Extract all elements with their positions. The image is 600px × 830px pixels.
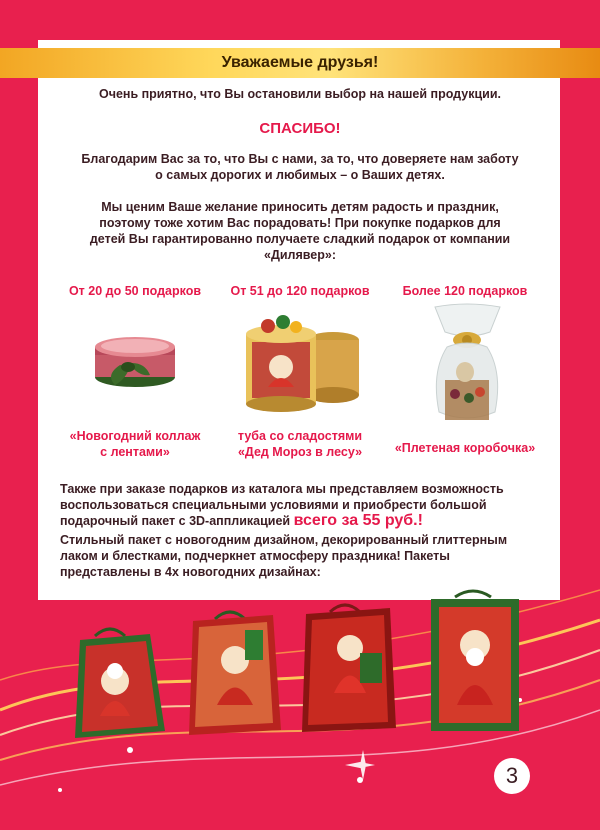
offer-intro-line-1: Мы ценим Ваше желание приносить детям радость и праздник, — [101, 200, 499, 214]
gratitude-line-1: Благодарим Вас за то, что Вы с нами, за то, что доверяете нам заботу — [81, 152, 519, 166]
candy-tube-image — [238, 312, 368, 417]
round-gift-box-image — [90, 325, 180, 395]
page-number: 3 — [494, 758, 530, 794]
thanks-heading: СПАСИБО! — [259, 120, 341, 137]
woven-basket-image — [425, 302, 510, 427]
gift-bag-design-2 — [185, 605, 285, 740]
page-title: Уважаемые друзья! — [221, 54, 379, 71]
product-name-2-line-1: туба со сладостями — [237, 429, 363, 443]
offer-intro-line-3: детей Вы гарантированно получаете сладкий подарок от компании — [89, 232, 511, 246]
product-name-1-line-2: с лентами» — [100, 445, 170, 459]
product-name-1-line-1: «Новогодний коллаж — [69, 429, 201, 443]
tier-label-2: От 51 до 120 подарков — [230, 284, 370, 298]
offer-intro-line-2: поэтому тоже хотим Вас порадовать! При покупке подарков для — [99, 216, 501, 230]
offer-line-1: Также при заказе подарков из каталога мы представляем возможность — [60, 482, 504, 496]
tier-label-3: Более 120 подарков — [402, 284, 528, 298]
product-name-3: «Плетеная коробочка» — [394, 441, 536, 455]
gratitude-line-2: о самых дорогих и любимых – о Ваших детях. — [155, 168, 445, 182]
offer-price: всего за 55 руб. — [293, 512, 418, 529]
offer-line-2: воспользоваться специальными условиями и приобрести большой — [60, 498, 487, 512]
gift-bag-design-3 — [300, 598, 400, 738]
gift-bag-design-1 — [70, 626, 170, 741]
tier-label-1: От 20 до 50 подарков — [68, 284, 202, 298]
product-name-2-line-2: «Дед Мороз в лесу» — [237, 445, 363, 459]
offer-line-4: Стильный пакет с новогодним дизайном, декорированный глиттерным — [60, 533, 508, 547]
offer-line-6: представлены в 4х новогодних дизайнах: — [60, 565, 321, 579]
offer-intro-line-4: «Дилявер»: — [264, 248, 336, 262]
offer-line-5: лаком и блестками, подчеркнет атмосферу праздника! Пакеты — [60, 549, 450, 563]
intro-line: Очень приятно, что Вы остановили выбор на нашей продукции. — [98, 87, 501, 101]
offer-line-3: подарочный пакет с 3D-аппликацией всего за 55 руб.! — [60, 512, 423, 529]
gift-bag-design-4 — [425, 585, 525, 735]
